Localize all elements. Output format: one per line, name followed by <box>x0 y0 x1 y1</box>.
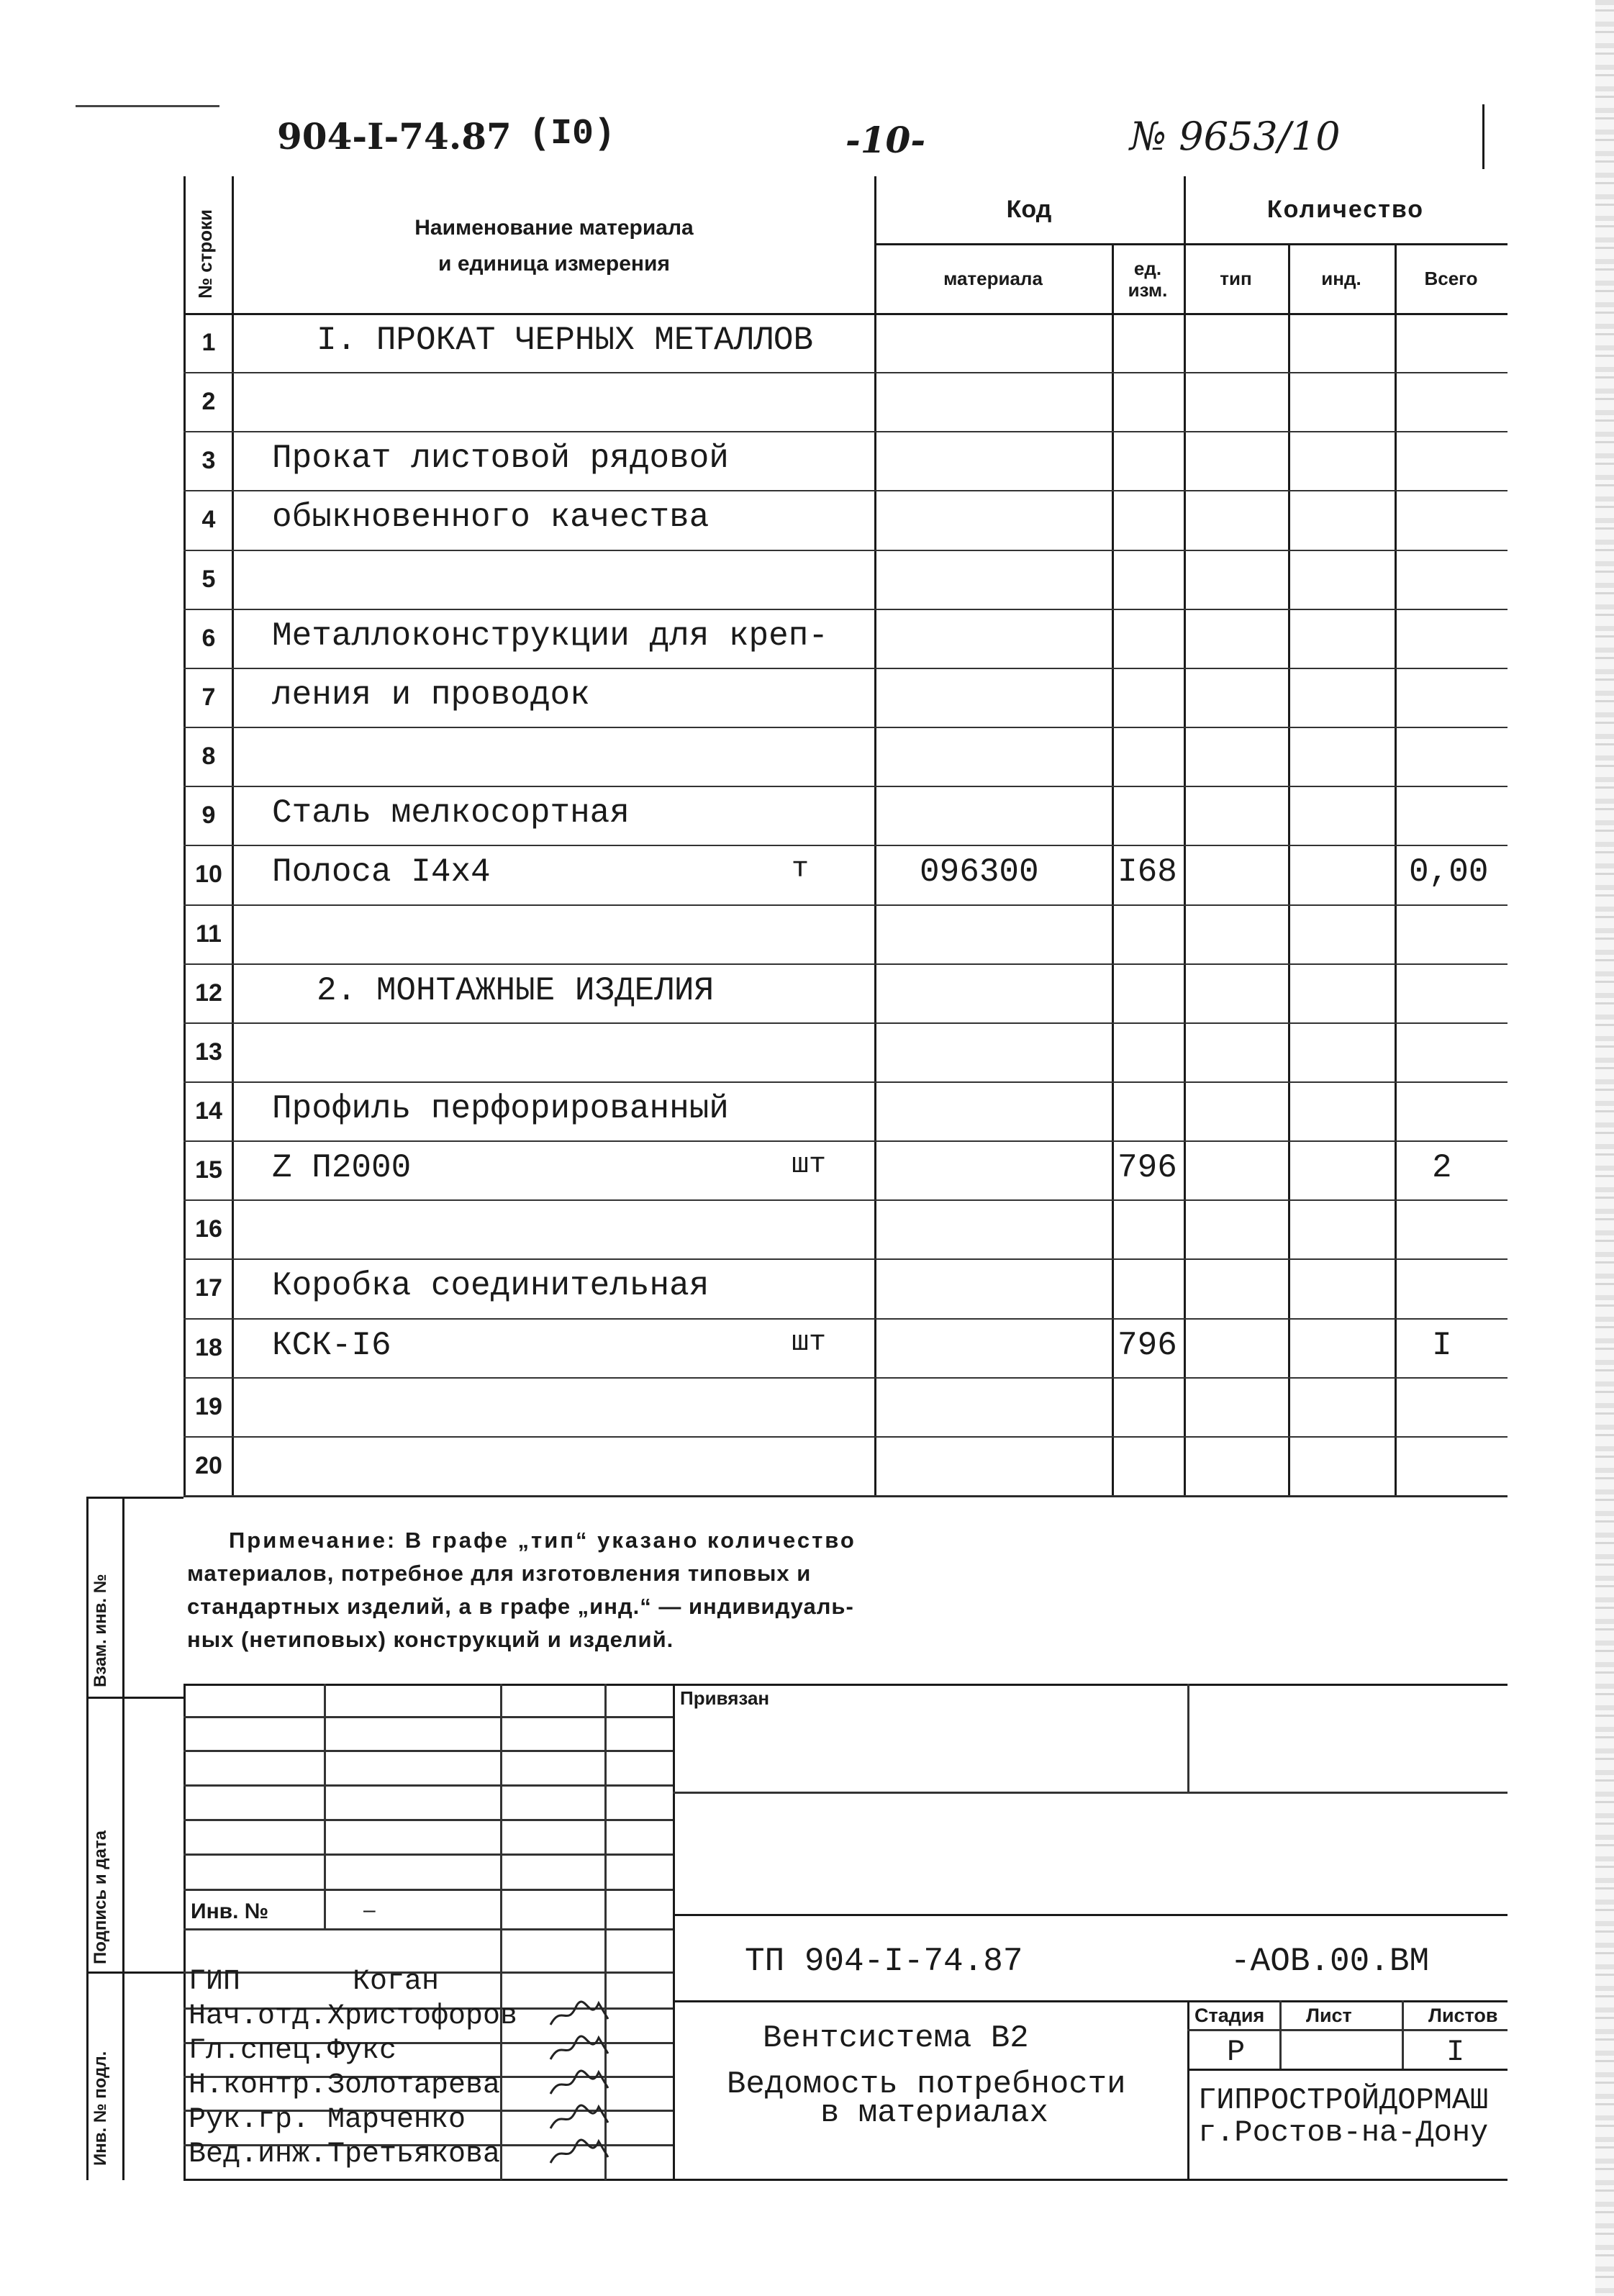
side-box-inner <box>122 1497 124 2180</box>
tb-privyazan-bottom <box>673 1792 1508 1794</box>
row-number: 12 <box>195 979 222 1007</box>
scan-edge <box>1595 0 1614 2296</box>
material-name: Профиль перфорированный <box>272 1089 729 1127</box>
row-divider <box>183 1318 1508 1320</box>
object-title: Вентсистема В2 <box>763 2020 1029 2056</box>
code-unit-header-l2: изм. <box>1128 279 1168 301</box>
tb-stage-div2 <box>1402 2000 1404 2069</box>
handwritten-signature <box>547 2136 612 2169</box>
signer-role: Нач.отд. <box>189 2000 327 2033</box>
sheets-label: Листов <box>1428 2005 1498 2026</box>
row-divider <box>183 668 1508 669</box>
handwritten-signature <box>547 1997 612 2030</box>
name-header-line1: Наименование материала <box>414 216 694 240</box>
doc-code: 904-I-74.87 <box>277 115 512 158</box>
row-divider <box>183 609 1508 610</box>
signer-role: Рук.гр. <box>189 2104 310 2136</box>
signer-name: Золотарева <box>327 2069 501 2102</box>
row-divider <box>183 786 1508 787</box>
org-city: г.Ростов-на-Дону <box>1198 2115 1489 2150</box>
row-number: 10 <box>195 861 222 889</box>
note-line3: стандартных изделий, а в графе „инд.“ — индивидуаль- <box>187 1594 854 1619</box>
row-number: 6 <box>201 624 216 652</box>
material-code: 096300 <box>920 853 1039 891</box>
material-name: Металлоконструкции для креп- <box>272 617 828 655</box>
handwritten-signature <box>547 2032 612 2065</box>
inv-no-dash: – <box>363 1898 376 1922</box>
row-divider <box>183 963 1508 965</box>
row-divider <box>183 1258 1508 1260</box>
tb-bottom <box>183 2179 1508 2181</box>
row-number: 8 <box>201 743 216 771</box>
top-right-tick <box>1482 104 1484 169</box>
tb-stage-labels-bottom <box>1187 2029 1508 2031</box>
signer-role: Н.контр. <box>189 2069 327 2102</box>
tb-row7 <box>183 1928 673 1930</box>
tb-top <box>183 1684 1508 1686</box>
row-number: 14 <box>195 1097 222 1125</box>
row-divider <box>183 1081 1508 1083</box>
doc-designation-suffix: -АОВ.00.ВМ <box>1230 1943 1430 1980</box>
side-box-left <box>86 1497 89 2180</box>
row-divider <box>183 845 1508 846</box>
sheet-title-line2: в материалах <box>820 2095 1048 2131</box>
row-number: 9 <box>201 802 216 830</box>
material-name: КСК-I6 <box>272 1326 391 1364</box>
row-divider <box>183 1140 1508 1142</box>
row-number: 16 <box>195 1215 222 1243</box>
side-label-vzam: Взам. инв. № <box>91 1574 110 1687</box>
header-bottom-rule <box>183 313 1508 315</box>
row-number: 4 <box>201 506 216 534</box>
row-number: 13 <box>195 1038 222 1066</box>
material-name: ления и проводок <box>272 676 590 714</box>
stage-label: Стадия <box>1194 2005 1265 2026</box>
row-number: 1 <box>201 329 216 356</box>
archive-number: № 9653/10 <box>1130 114 1341 159</box>
code-material-header: материала <box>943 268 1043 289</box>
row-number: 17 <box>195 1274 222 1302</box>
signer-name: Христофоров <box>327 2000 518 2033</box>
code-unit-header-l1: ед. <box>1133 258 1162 279</box>
tb-privyazan-divider <box>1187 1684 1189 1792</box>
col-divider-rownum <box>232 176 234 1497</box>
side-box-div1 <box>86 1697 183 1699</box>
name-header-line2: и единица измерения <box>438 252 670 276</box>
tb-stage-div1 <box>1279 2000 1282 2069</box>
tb-left <box>183 1684 186 2180</box>
unit-code: 796 <box>1117 1149 1177 1187</box>
row-divider <box>183 1022 1508 1024</box>
qty-total: 2 <box>1432 1149 1452 1187</box>
quantity-header: Количество <box>1266 196 1425 223</box>
row-number: 7 <box>201 683 216 711</box>
rownum-header: № строки <box>194 209 216 299</box>
row-divider <box>183 1436 1508 1438</box>
material-name: I. ПРОКАТ ЧЕРНЫХ МЕТАЛЛОВ <box>317 322 814 359</box>
code-header: Код <box>1006 196 1052 223</box>
row-number: 11 <box>196 920 222 948</box>
col-divider-unit <box>1184 176 1186 1497</box>
unit-label: шт <box>792 1326 827 1359</box>
qty-total: I <box>1432 1326 1452 1364</box>
signer-role: Гл.спец. <box>189 2035 327 2067</box>
row-divider <box>183 1377 1508 1379</box>
row-divider <box>183 904 1508 906</box>
signer-name: Коган <box>353 1966 440 1998</box>
row-number: 2 <box>201 388 216 416</box>
stage-value: Р <box>1227 2035 1246 2069</box>
col-divider-name <box>874 176 876 1497</box>
row-divider <box>183 372 1508 373</box>
note-line2: материалов, потребное для изготовления типовых и <box>187 1561 812 1586</box>
tb-row2 <box>183 1750 673 1752</box>
row-divider <box>183 727 1508 728</box>
unit-code: I68 <box>1117 853 1177 891</box>
row-number: 5 <box>201 565 216 593</box>
code-subheader-rule <box>874 243 1184 245</box>
signer-role: ГИП <box>189 1966 241 1998</box>
org-name: ГИПРОСТРОЙДОРМАШ <box>1198 2083 1489 2118</box>
sheet-label: Лист <box>1306 2005 1352 2026</box>
row-number: 3 <box>201 447 216 475</box>
qty-tip-header: тип <box>1220 268 1252 289</box>
side-box-div2 <box>86 1971 183 1974</box>
sheet-title-line1: Ведомость потребности <box>727 2066 1126 2102</box>
handwritten-signature <box>547 2101 612 2134</box>
inv-no-label: Инв. № <box>191 1900 269 1923</box>
qty-total: 0,00 <box>1409 853 1489 891</box>
row-number: 18 <box>195 1333 222 1361</box>
material-name: Прокат листовой рядовой <box>272 440 729 478</box>
row-divider <box>183 1199 1508 1201</box>
qty-ind-header: инд. <box>1321 268 1361 289</box>
tb-row5 <box>183 1853 673 1856</box>
material-name: 2. МОНТАЖНЫЕ ИЗДЕЛИЯ <box>317 971 715 1009</box>
material-name: обыкновенного качества <box>272 499 709 537</box>
privyazan-label: Привязан <box>680 1687 770 1709</box>
table-left-border <box>183 176 186 1497</box>
tb-row1 <box>183 1716 673 1718</box>
note-line1: Примечание: В графе „тип“ указано количество <box>229 1528 856 1553</box>
unit-label: шт <box>792 1149 827 1182</box>
signer-name: Третьякова <box>327 2138 501 2171</box>
row-divider <box>183 490 1508 491</box>
sheet-value: I <box>1446 2035 1465 2069</box>
handwritten-signature <box>547 2066 612 2100</box>
row-divider <box>183 1495 1508 1497</box>
tb-row6 <box>183 1889 673 1891</box>
unit-label: т <box>792 853 810 886</box>
sheet-number: (I0) <box>529 114 616 155</box>
material-name: Z П2000 <box>272 1149 412 1187</box>
row-number: 15 <box>195 1156 222 1184</box>
row-divider <box>183 431 1508 432</box>
row-number: 19 <box>195 1392 222 1420</box>
tb-code-top <box>673 1914 1508 1916</box>
tb-row4 <box>183 1819 673 1821</box>
signer-name: Фукс <box>327 2035 397 2067</box>
top-rule <box>76 105 219 107</box>
row-divider <box>183 550 1508 551</box>
tb-col2 <box>500 1684 502 2180</box>
tb-col1 <box>324 1684 326 1928</box>
doc-designation: ТП 904-I-74.87 <box>745 1943 1023 1980</box>
tb-code-bottom <box>673 2000 1508 2002</box>
row-number: 20 <box>195 1451 222 1479</box>
note-line4: ных (нетиповых) конструкций и изделий. <box>187 1627 674 1652</box>
material-name: Полоса I4x4 <box>272 853 491 891</box>
material-name: Коробка соединительная <box>272 1267 709 1305</box>
side-label-inv: Инв. № подл. <box>91 2051 110 2166</box>
tb-stage-left <box>1187 2000 1189 2180</box>
tb-row3 <box>183 1784 673 1787</box>
side-label-podpis: Подпись и дата <box>91 1830 110 1964</box>
signer-role: Вед.инж. <box>189 2138 327 2171</box>
tb-col4 <box>673 1684 675 2180</box>
qty-total-header: Всего <box>1424 268 1478 289</box>
side-box-top <box>86 1497 183 1499</box>
material-name: Сталь мелкосортная <box>272 794 630 832</box>
signer-name: Марченко <box>327 2104 466 2136</box>
page-marker: -10- <box>845 119 926 161</box>
unit-code: 796 <box>1117 1326 1177 1364</box>
qty-subheader-rule <box>1184 243 1508 245</box>
